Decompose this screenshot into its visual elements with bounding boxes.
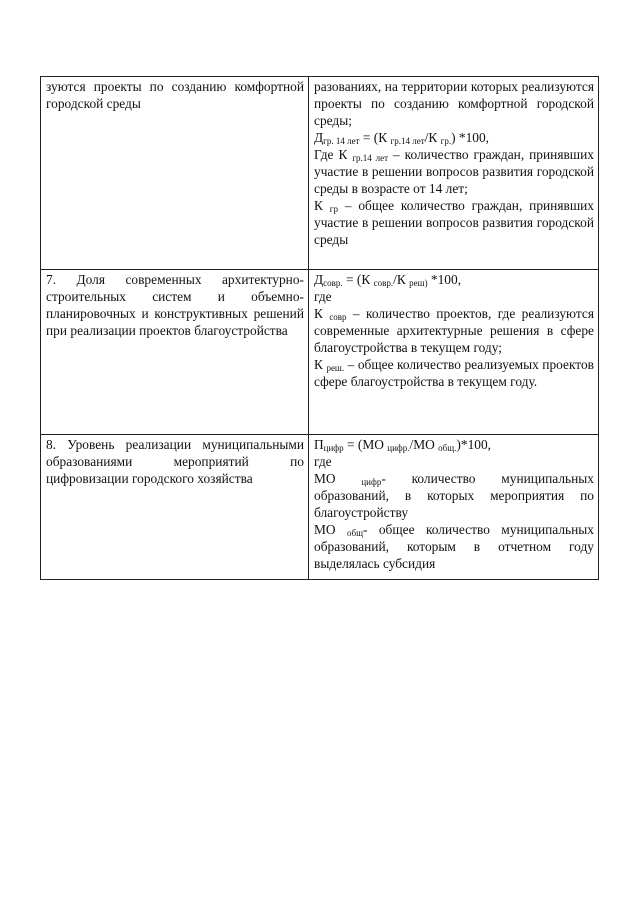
formula-definition: К $_{совр}$ – количество проектов, где реализуются современные архитектурные решения в сфере благоустройства в текущем году;	[314, 306, 595, 355]
formula-where: где	[314, 454, 332, 469]
formula-definition: МО $_{общ}$- общее количество муниципальных образований, которым в отчетном году выделялась субсидия	[314, 522, 594, 571]
indicator-name-cell	[41, 77, 309, 270]
table-row	[41, 77, 599, 270]
indicator-formula-cell	[309, 77, 599, 270]
formula-definition: Где К $_{гр.14 лет}$ – количество граждан, принявших участие в решении вопросов развития городской среды в возрасте от 14 лет;	[314, 147, 594, 196]
table-row	[41, 270, 599, 435]
table-row	[41, 435, 599, 580]
formula: $Д_{совр.} = (К$ $_{совр.}$/К $_{реш)}$ *100,	[314, 272, 462, 288]
indicator-formula-cell	[309, 435, 599, 580]
formula-intro: разованиях, на территории которых реализуются проекты по созданию комфортной городской среды;	[314, 79, 594, 128]
formula-definition: К $_{гр}$ – общее количество граждан, принявших участие в решении вопросов развития городской среды	[314, 198, 594, 247]
formula: $П_{цифр} = (МО$ $_{цифр.}$/МО $_{общ.}$)*100,	[314, 437, 492, 453]
indicator-name-cell	[41, 270, 309, 435]
indicator-name: 7. Доля современных архитектурно-строительных систем и объемно-планировочных и конструктивных решений при реализации проектов благоустройства	[46, 272, 304, 338]
formula-definition: МО $_{цифр}$- количество муниципальных образований, в которых мероприятия по благоустройству	[314, 471, 594, 520]
formula: $Д_{гр. 14 лет} = (К$ $_{гр.14 лет}$/К $_{гр.}$) *100,	[314, 130, 490, 146]
formula-definition: К $_{реш.}$ – общее количество реализуемых проектов сфере благоустройства в текущем году.	[314, 357, 594, 389]
indicator-name-cell	[41, 435, 309, 580]
indicator-formula-cell	[309, 270, 599, 435]
indicators-table	[40, 76, 599, 580]
indicator-name: зуются проекты по созданию комфортной городской среды	[46, 79, 304, 111]
formula-where: где	[314, 289, 332, 304]
indicator-name: 8. Уровень реализации муниципальными образованиями мероприятий по цифровизации городского хозяйства	[46, 437, 304, 486]
